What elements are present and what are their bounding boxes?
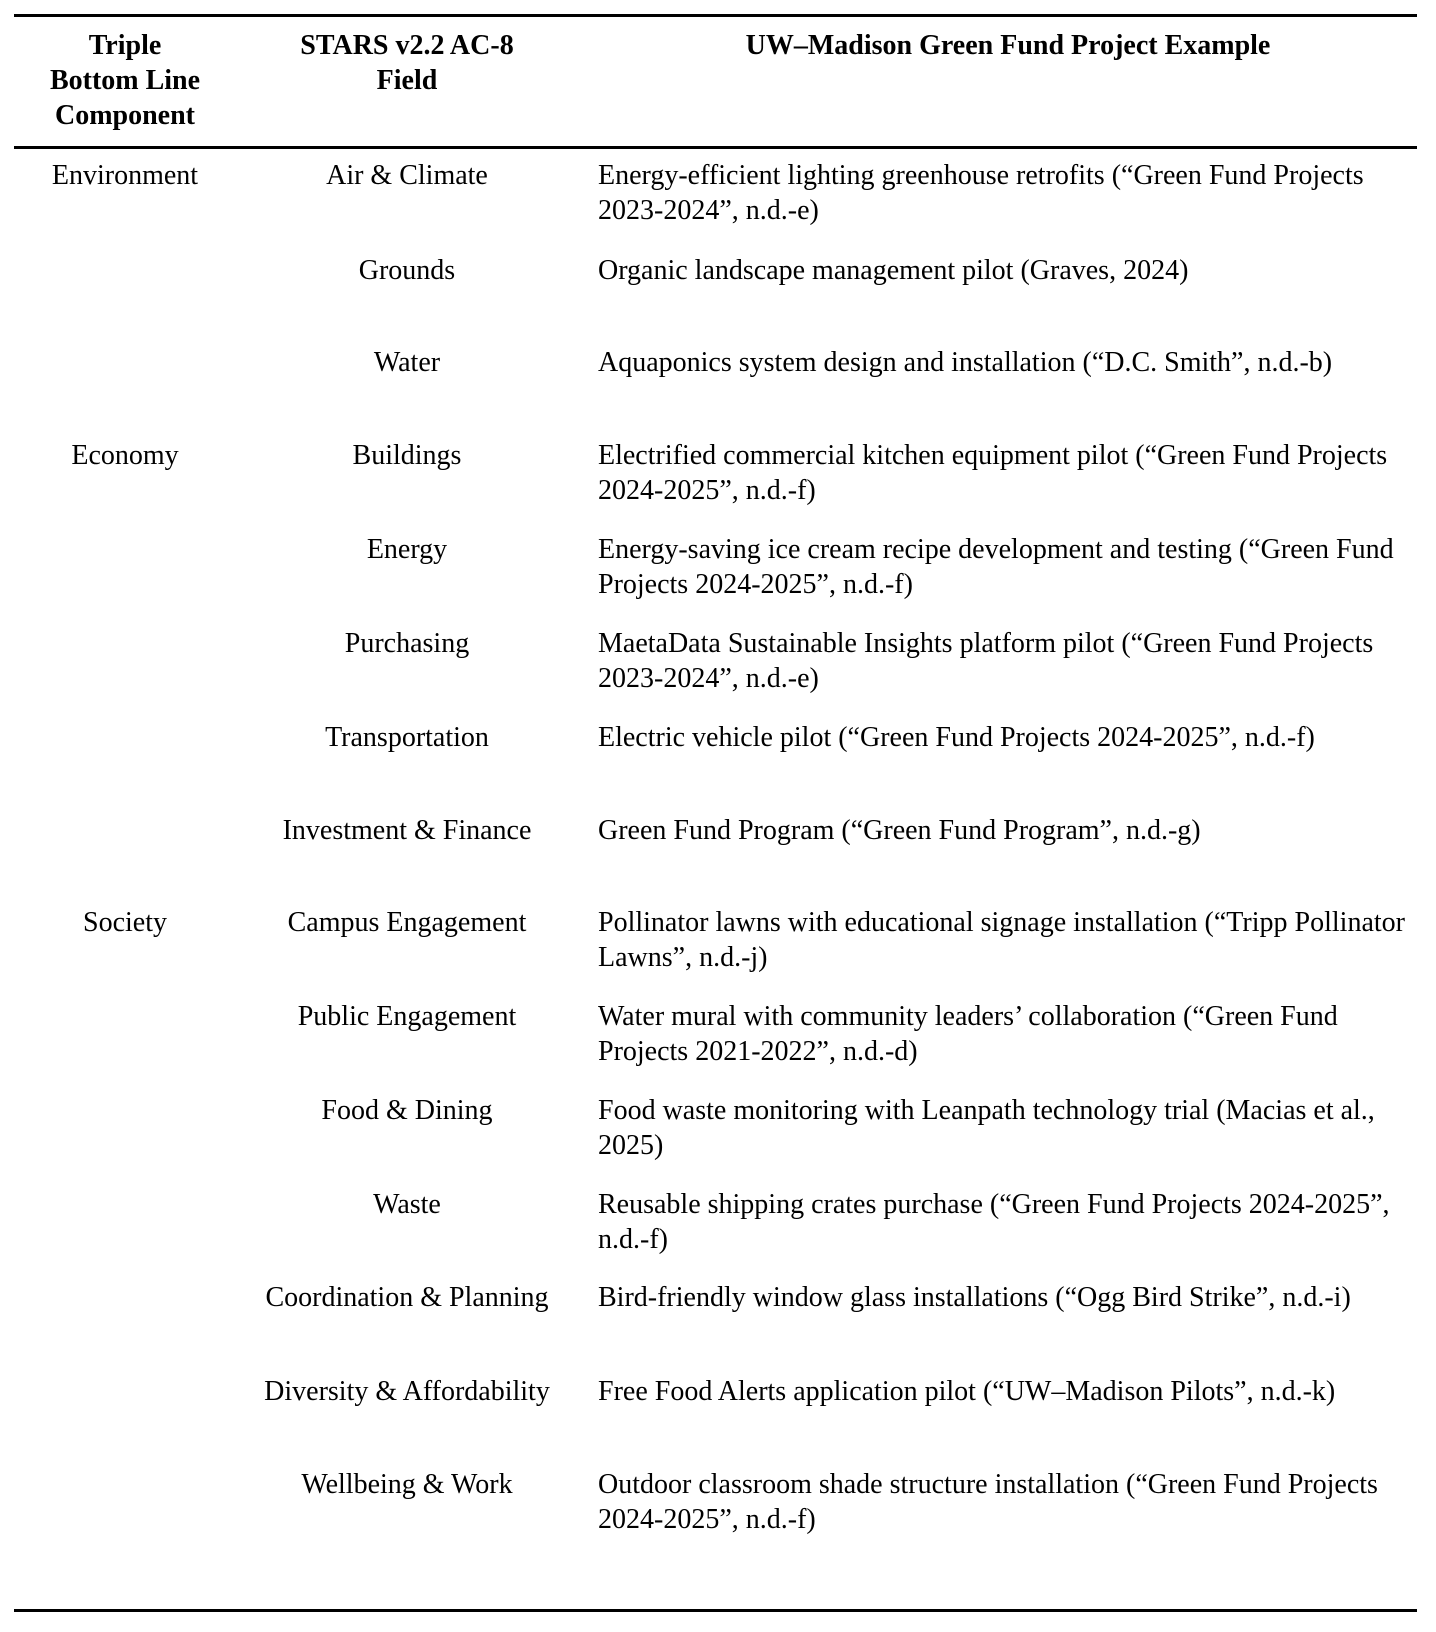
header-component-line: Bottom Line (49, 65, 201, 96)
row-field-cell: Waste (373, 1189, 441, 1220)
row-example-cell: Electric vehicle pilot (“Green Fund Projects 2024-2025”, n.d.-f) (598, 722, 1315, 753)
row-field-cell: Campus Engagement (287, 907, 527, 938)
table-top-rule (14, 14, 1417, 17)
header-example: UW–Madison Green Fund Project Example (745, 30, 1271, 61)
row-example-cell: Water mural with community leaders’ collaboration (“Green Fund Projects 2021-2022”, n.d.-d) (598, 1001, 1338, 1067)
row-field-cell: Diversity & Affordability (264, 1376, 550, 1407)
row-field-cell: Coordination & Planning (265, 1282, 549, 1313)
row-field-cell: Purchasing (344, 628, 470, 659)
row-component-cell: Environment (51, 160, 199, 191)
row-example-cell: Outdoor classroom shade structure installation (“Green Fund Projects 2024-2025”, n.d.-f) (598, 1469, 1378, 1535)
header-field-line: STARS v2.2 AC-8 (300, 30, 514, 61)
row-component-cell: Economy (71, 440, 179, 471)
table-bottom-rule (14, 1609, 1417, 1612)
row-example-cell: Reusable shipping crates purchase (“Green Fund Projects 2024-2025”, n.d.-f) (598, 1189, 1390, 1255)
row-component-cell: Society (83, 907, 167, 938)
row-example-cell: Bird-friendly window glass installations (“Ogg Bird Strike”, n.d.-i) (598, 1282, 1351, 1313)
row-example-cell: Electrified commercial kitchen equipment pilot (“Green Fund Projects 2024-2025”, n.d.-f) (598, 440, 1388, 506)
header-field (252, 28, 562, 98)
row-field-cell: Energy (366, 534, 448, 565)
row-example-cell: Energy-efficient lighting greenhouse retrofits (“Green Fund Projects 2023-2024”, n.d.-e) (598, 160, 1364, 226)
row-field-cell: Public Engagement (297, 1001, 517, 1032)
row-example-cell: MaetaData Sustainable Insights platform pilot (“Green Fund Projects 2023-2024”, n.d.-e) (598, 628, 1374, 694)
row-example-cell: Food waste monitoring with Leanpath technology trial (Macias et al., 2025) (598, 1095, 1375, 1161)
row-field-cell: Water (373, 347, 441, 378)
table-header-rule (14, 146, 1417, 149)
row-example-cell: Organic landscape management pilot (Graves, 2024) (598, 255, 1189, 286)
row-example-cell: Free Food Alerts application pilot (“UW–Madison Pilots”, n.d.-k) (598, 1376, 1336, 1407)
row-field-cell: Buildings (352, 440, 462, 471)
row-field-cell: Food & Dining (321, 1095, 493, 1126)
row-example-cell: Green Fund Program (“Green Fund Program”, n.d.-g) (598, 815, 1201, 846)
header-component (20, 28, 230, 133)
row-example-cell: Aquaponics system design and installation (“D.C. Smith”, n.d.-b) (598, 347, 1333, 378)
row-example-cell: Energy-saving ice cream recipe development and testing (“Green Fund Projects 2024-2025”, n.d.-f) (598, 534, 1394, 600)
row-field-cell: Investment & Finance (282, 815, 532, 846)
header-component-line: Triple (88, 30, 162, 61)
row-field-cell: Transportation (325, 722, 489, 753)
row-field-cell: Grounds (358, 255, 456, 286)
header-component-line: Component (54, 100, 195, 131)
row-field-cell: Wellbeing & Work (301, 1469, 513, 1500)
row-field-cell: Air & Climate (326, 160, 488, 191)
header-field-line: Field (376, 65, 438, 96)
row-example-cell: Pollinator lawns with educational signage installation (“Tripp Pollinator Lawns”, n.d.-j) (598, 907, 1405, 973)
